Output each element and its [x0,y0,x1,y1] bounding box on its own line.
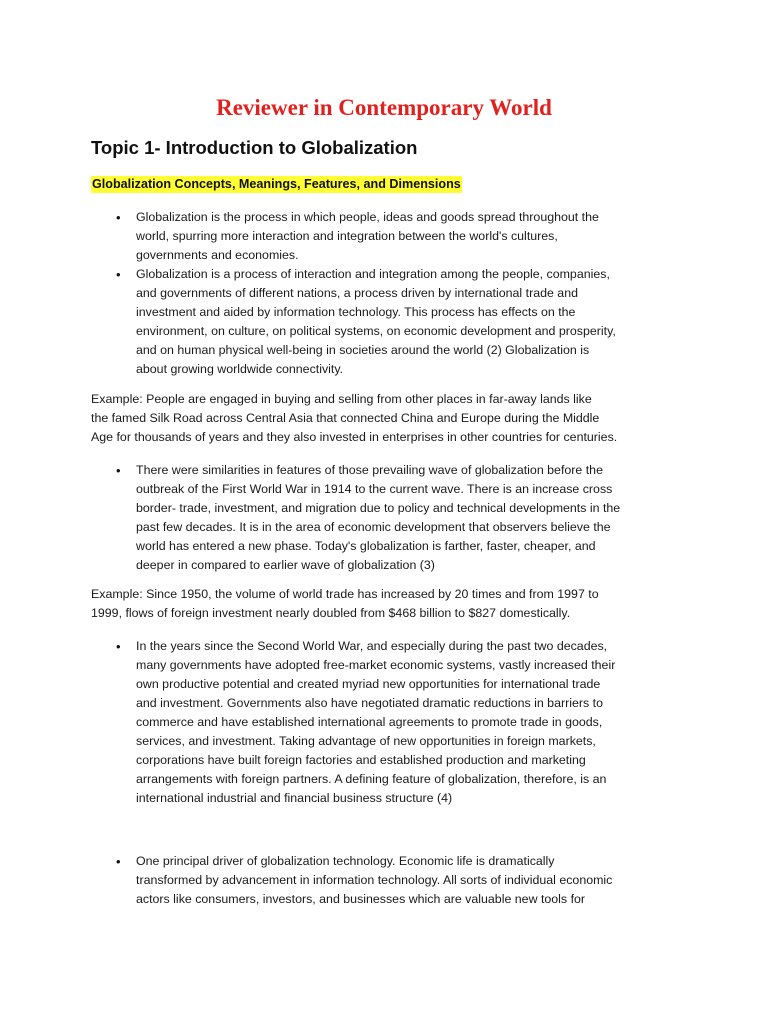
document-title: Reviewer in Contemporary World [216,95,552,120]
example-paragraph: Example: People are engaged in buying and selling from other places in far-away lands like the famed Silk Road across Central Asia that connected China and Europe during the Middle Age for thousands of years and they also invested in enterprises in other countries for centuries. [91,392,618,444]
example-paragraph: Example: Since 1950, the volume of world trade has increased by 20 times and from 1997 to 1999, flows of foreign investment nearly doubled from $468 billion to $827 domestically. [91,587,599,620]
section-heading-highlighted: Globalization Concepts, Meanings, Features, and Dimensions [92,177,461,191]
bullet-icon: • [116,267,121,282]
bullet-text: There were similarities in features of those prevailing wave of globalization before the outbreak of the First World War in 1914 to the current wave. There is an increase cross border- trade, investment, and migration due to policy and technical developments in the past few decades. It is in the area of economic development that observers believe the world has entered a new phase. Today's globalization is farther, faster, cheaper, and deeper in compared to earlier wave of globalization (3) [136,463,621,572]
bullet-icon: • [116,854,121,869]
bullet-text: In the years since the Second World War, and especially during the past two decades, many governments have adopted free-market economic systems, vastly increased their own productive potential and created myriad new opportunities for international trade and investment. Governments also have negotiated dramatic reductions in barriers to commerce and have established international agreements to promote trade in goods, services, and investment. Taking advantage of new opportunities in foreign markets, corporations have built foreign factories and established production and marketing arrangements with foreign partners. A defining feature of globalization, therefore, is an international industrial and financial business structure (4) [136,639,616,805]
topic-heading: Topic 1- Introduction to Globalization [91,137,418,158]
bullet-text: One principal driver of globalization technology. Economic life is dramatically transformed by advancement in information technology. All sorts of individual economic actors like consumers, investors, and businesses which are valuable new tools for [136,854,613,906]
bullet-text: Globalization is a process of interaction and integration among the people, companies, and governments of different nations, a process driven by international trade and investment and aided by information technology. This process has effects on the environment, on culture, on political systems, on economic development and prosperity, and on human physical well-being in societies around the world (2) Globalization is about growing worldwide connectivity. [136,267,616,376]
bullet-icon: • [116,210,121,225]
bullet-icon: • [116,463,121,478]
bullet-text: Globalization is the process in which people, ideas and goods spread throughout the world, spurring more interaction and integration between the world's cultures, governments and economies. [136,210,599,262]
bullet-icon: • [116,639,121,654]
